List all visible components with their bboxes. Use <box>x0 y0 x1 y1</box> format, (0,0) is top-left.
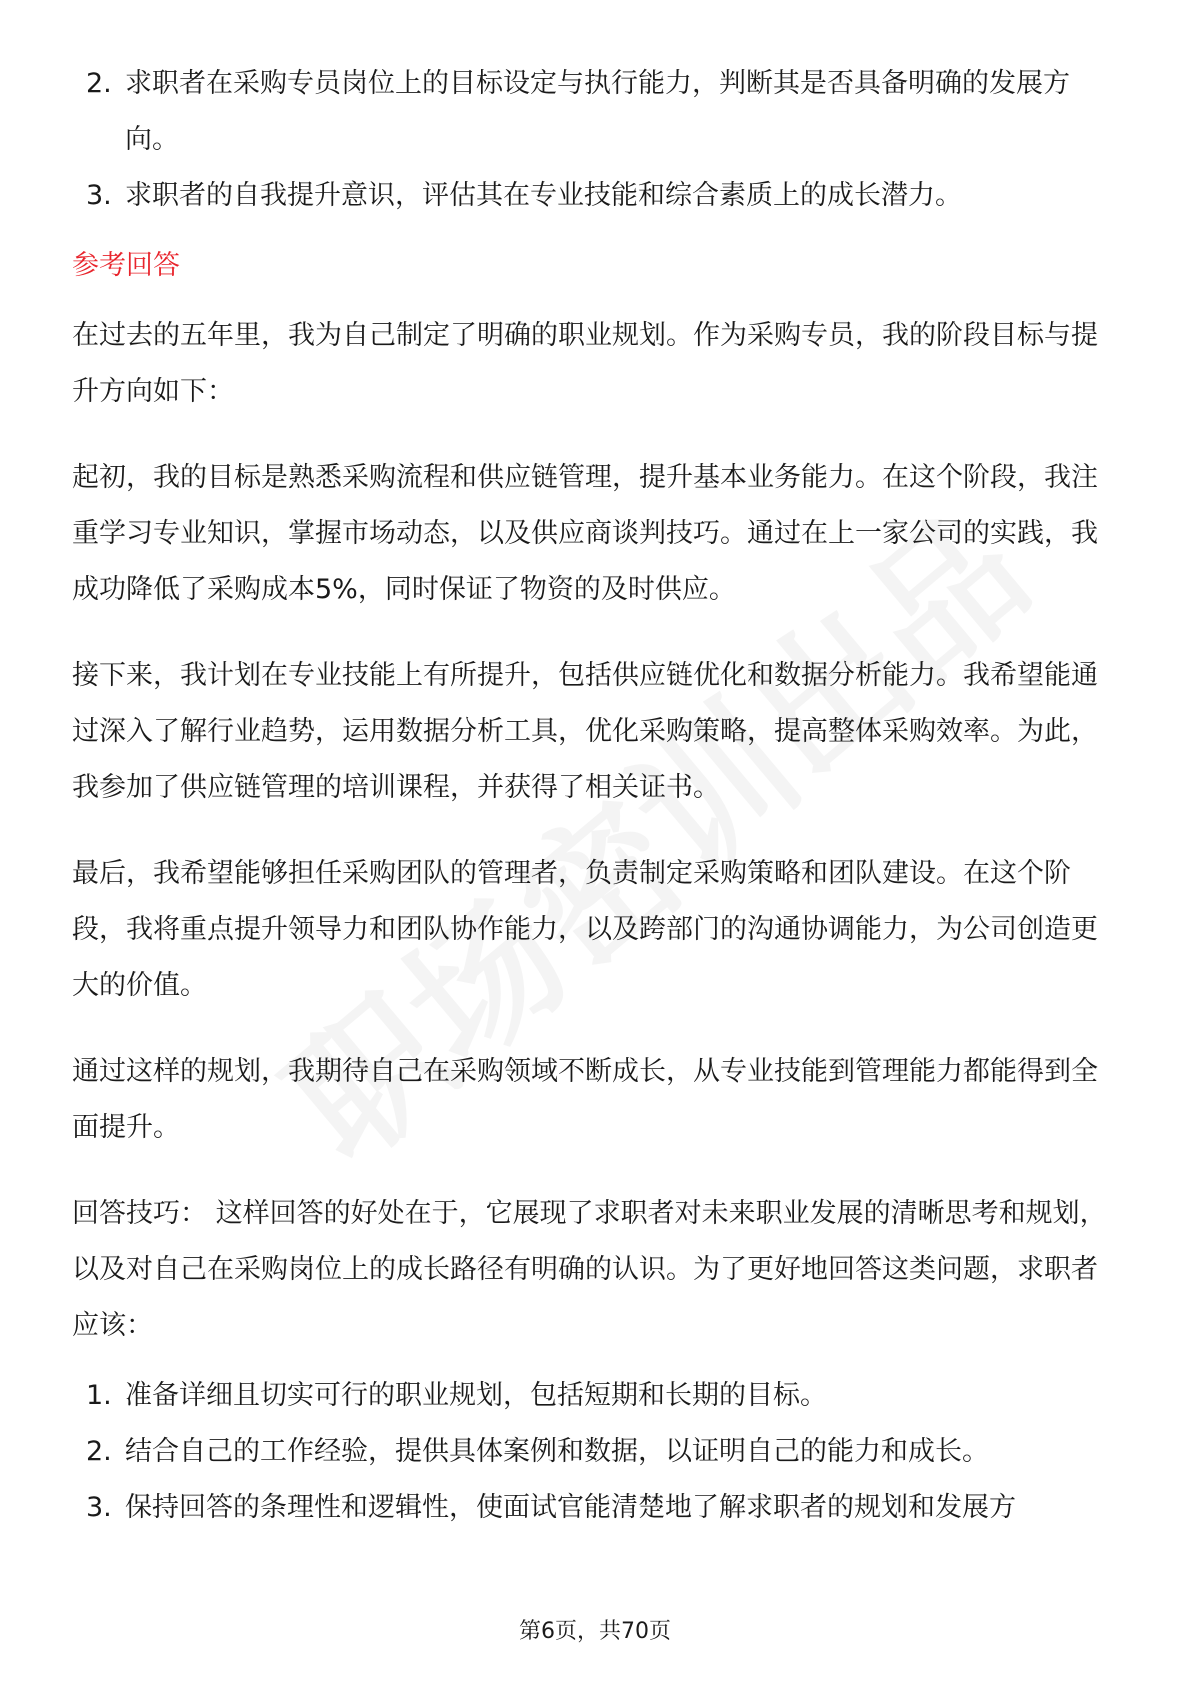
tips-paragraph: 回答技巧： 这样回答的好处在于，它展现了求职者对未来职业发展的清晰思考和规划，以及对自己在采购岗位上的成长路径有明确的认识。为了更好地回答这类问题，求职者应该： <box>72 1198 1107 1341</box>
list-item <box>72 168 1122 224</box>
list-number: 1. <box>86 1380 112 1411</box>
paragraph: 接下来，我计划在专业技能上有所提升，包括供应链优化和数据分析能力。我希望能通过深入了解行业趋势，运用数据分析工具，优化采购策略，提高整体采购效率。为此，我参加了供应链管理的培训课程，并获得了相关证书。 <box>72 660 1098 803</box>
list-number: 3. <box>86 180 112 211</box>
section-heading: 参考回答 <box>72 250 180 281</box>
list-text: 求职者在采购专员岗位上的目标设定与执行能力，判断其是否具备明确的发展方向。 <box>125 68 1070 155</box>
paragraph: 通过这样的规划，我期待自己在采购领域不断成长，从专业技能到管理能力都能得到全面提升。 <box>72 1056 1098 1143</box>
list-text: 结合自己的工作经验，提供具体案例和数据，以证明自己的能力和成长。 <box>125 1436 989 1467</box>
paragraph: 在过去的五年里，我为自己制定了明确的职业规划。作为采购专员，我的阶段目标与提升方向如下： <box>72 320 1098 407</box>
list-item <box>72 1368 1122 1424</box>
list-number: 2. <box>86 68 112 99</box>
paragraph: 起初，我的目标是熟悉采购流程和供应链管理，提升基本业务能力。在这个阶段，我注重学习专业知识，掌握市场动态，以及供应商谈判技巧。通过在上一家公司的实践，我成功降低了采购成本5%，同时保证了物资的及时供应。 <box>72 462 1098 605</box>
list-text: 准备详细且切实可行的职业规划，包括短期和长期的目标。 <box>125 1380 827 1411</box>
list-item <box>72 1480 1122 1536</box>
list-text: 求职者的自我提升意识，评估其在专业技能和综合素质上的成长潜力。 <box>125 180 962 211</box>
paragraph: 最后，我希望能够担任采购团队的管理者，负责制定采购策略和团队建设。在这个阶段，我将重点提升领导力和团队协作能力，以及跨部门的沟通协调能力，为公司创造更大的价值。 <box>72 858 1098 1001</box>
list-number: 2. <box>86 1436 112 1467</box>
intro-list <box>72 56 1122 224</box>
tips-list <box>72 1368 1122 1536</box>
list-item <box>72 1424 1122 1480</box>
list-text: 保持回答的条理性和逻辑性，使面试官能清楚地了解求职者的规划和发展方 <box>125 1492 1016 1523</box>
list-item <box>72 56 1122 168</box>
page-content <box>72 56 1122 1536</box>
list-number: 3. <box>86 1492 112 1523</box>
page-footer: 第6页，共70页 <box>519 1619 671 1644</box>
